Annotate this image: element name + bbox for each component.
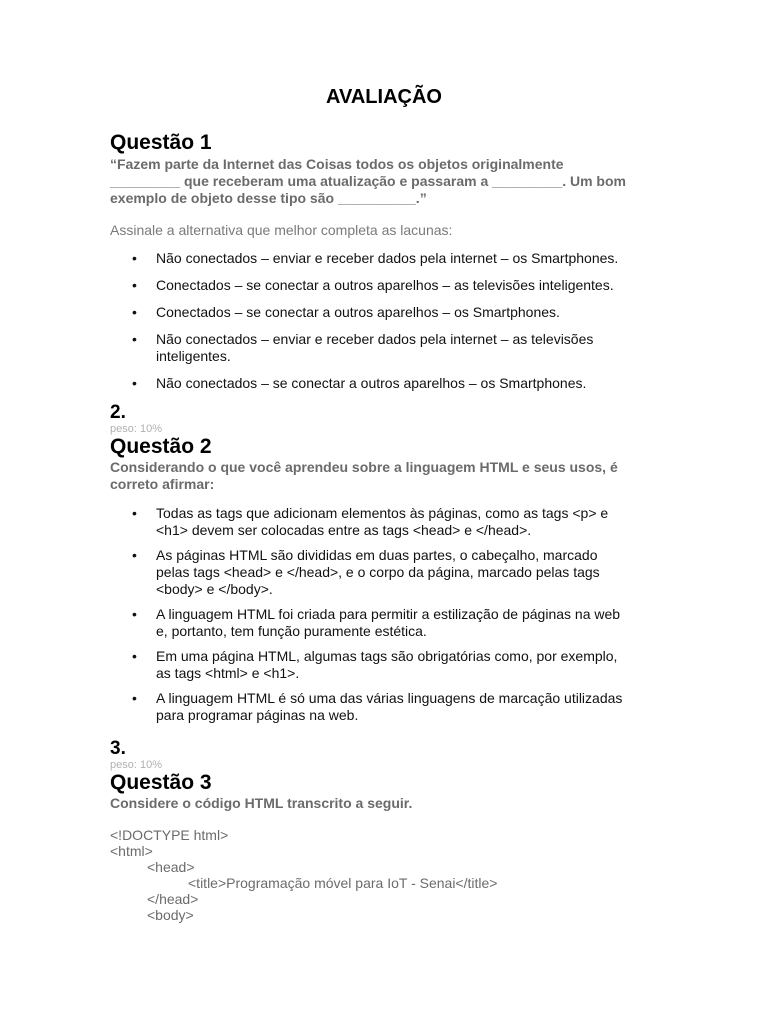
question-3	[110, 739, 670, 923]
question-2-number: 2.	[110, 402, 126, 423]
bullet-icon: •	[132, 648, 137, 664]
question-3-heading: Questão 3	[110, 771, 212, 794]
option-text: pelas tags <head> e </head>, e o corpo da página, marcado pelas tags	[156, 564, 600, 580]
option-item[interactable]	[110, 250, 670, 267]
option-text: inteligentes.	[156, 348, 231, 364]
question-3-stem: Considere o código HTML transcrito a seguir.	[110, 795, 413, 811]
option-item[interactable]	[110, 304, 670, 321]
option-item[interactable]	[110, 277, 670, 294]
bullet-icon: •	[132, 250, 137, 266]
bullet-icon: •	[132, 331, 137, 347]
option-text: A linguagem HTML foi criada para permitir a estilização de páginas na web	[156, 606, 621, 622]
question-1-stem	[110, 156, 670, 207]
question-3-number: 3.	[110, 738, 126, 759]
option-text: Conectados – se conectar a outros aparelhos – os Smartphones.	[156, 304, 560, 320]
code-block	[110, 827, 670, 923]
bullet-icon: •	[132, 277, 137, 293]
question-1-options	[110, 250, 670, 392]
code-line: <body>	[147, 907, 194, 923]
stem-line: exemplo de objeto desse tipo são __________.”	[110, 190, 427, 206]
question-1	[110, 131, 670, 392]
stem-line: “Fazem parte da Internet das Coisas todos os objetos originalmente	[110, 156, 564, 172]
bullet-icon: •	[132, 505, 137, 521]
code-line: <html>	[110, 843, 153, 859]
option-item[interactable]	[110, 606, 670, 640]
bullet-icon: •	[132, 690, 137, 706]
option-text: As páginas HTML são divididas em duas partes, o cabeçalho, marcado	[156, 547, 598, 563]
option-text: Não conectados – enviar e receber dados pela internet – os Smartphones.	[156, 250, 619, 266]
stem-line: _________ que receberam uma atualização e passaram a _________. Um bom	[110, 173, 626, 189]
question-2-stem	[110, 459, 670, 493]
bullet-icon: •	[132, 304, 137, 320]
option-item[interactable]	[110, 690, 670, 724]
stem-line: Considerando o que você aprendeu sobre a linguagem HTML e seus usos, é	[110, 459, 618, 475]
option-text: Todas as tags que adicionam elementos às páginas, como as tags <p> e	[156, 505, 609, 521]
bullet-icon: •	[132, 375, 137, 391]
stem-line: correto afirmar:	[110, 476, 215, 492]
option-text: A linguagem HTML é só uma das várias linguagens de marcação utilizadas	[156, 690, 623, 706]
code-line: <title>Programação móvel para IoT - Senai</title>	[188, 875, 498, 891]
option-text: Conectados – se conectar a outros aparelhos – as televisões inteligentes.	[156, 277, 614, 293]
option-item[interactable]	[110, 331, 670, 365]
question-2-options	[110, 505, 670, 724]
option-text: <h1> devem ser colocadas entre as tags <head> e </head>.	[156, 522, 532, 538]
bullet-icon: •	[132, 547, 137, 563]
option-item[interactable]	[110, 375, 670, 392]
question-1-instruction: Assinale a alternativa que melhor completa as lacunas:	[110, 222, 453, 238]
option-text: Não conectados – enviar e receber dados pela internet – as televisões	[156, 331, 594, 347]
option-item[interactable]	[110, 505, 670, 539]
question-1-heading: Questão 1	[110, 131, 212, 154]
option-text: Em uma página HTML, algumas tags são obrigatórias como, por exemplo,	[156, 648, 618, 664]
question-2-heading: Questão 2	[110, 435, 212, 458]
code-line: <!DOCTYPE html>	[110, 827, 229, 843]
document-title: AVALIAÇÃO	[326, 86, 442, 108]
bullet-icon: •	[132, 606, 137, 622]
code-line: </head>	[147, 891, 199, 907]
question-2	[110, 403, 670, 724]
option-text: Não conectados – se conectar a outros aparelhos – os Smartphones.	[156, 375, 587, 391]
question-2-weight: peso: 10%	[110, 423, 162, 435]
option-text: para programar páginas na web.	[156, 707, 359, 723]
option-item[interactable]	[110, 648, 670, 682]
option-text: e, portanto, tem função puramente estética.	[156, 623, 427, 639]
option-text: <body> e </body>.	[156, 581, 273, 597]
question-3-weight: peso: 10%	[110, 759, 162, 771]
option-item[interactable]	[110, 547, 670, 598]
option-text: as tags <html> e <h1>.	[156, 665, 300, 681]
code-line: <head>	[147, 859, 195, 875]
